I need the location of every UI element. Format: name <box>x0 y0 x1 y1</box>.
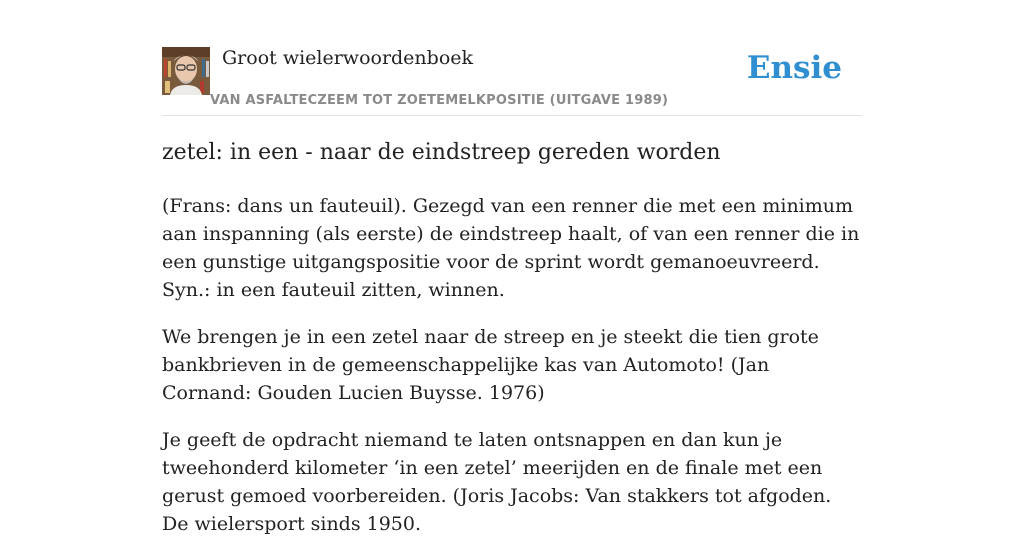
entry-quote: We brengen je in een zetel naar de streep en je steekt die tien grote bankbrieven in de gemeenschappelijke kas van Automoto! (Jan Cornand: Gouden Lucien Buysse. 1976) <box>162 326 819 404</box>
book-title[interactable]: Groot wielerwoordenboek <box>222 47 474 69</box>
book-header <box>162 46 862 116</box>
header-divider <box>162 115 862 116</box>
ensie-logo-link[interactable]: Ensie <box>746 50 842 86</box>
book-subtitle: VAN ASFALTECZEEM TOT ZOETEMELKPOSITIE (UITGAVE 1989) <box>210 93 669 108</box>
author-portrait-icon <box>162 47 210 95</box>
author-avatar[interactable] <box>162 47 210 95</box>
entry-definition: (Frans: dans un fauteuil). Gezegd van een renner die met een minimum aan inspanning (als eerste) de eindstreep haalt, of van een renner die in een gunstige uitgangspositie voor de sprint wordt gemanoeuvreerd. Syn.: in een fauteuil zitten, winnen. <box>162 195 860 301</box>
entry-headword: zetel: in een - naar de eindstreep gereden worden <box>162 140 721 165</box>
entry-content <box>162 192 862 557</box>
entry-quote: Je geeft de opdracht niemand te laten ontsnappen en dan kun je tweehonderd kilometer ‘in een zetel’ meerijden en de finale met een gerust gemoed voorbereiden. (Joris Jacobs: Van stakkers tot afgoden. De wielersport sinds 1950. <box>162 429 832 535</box>
